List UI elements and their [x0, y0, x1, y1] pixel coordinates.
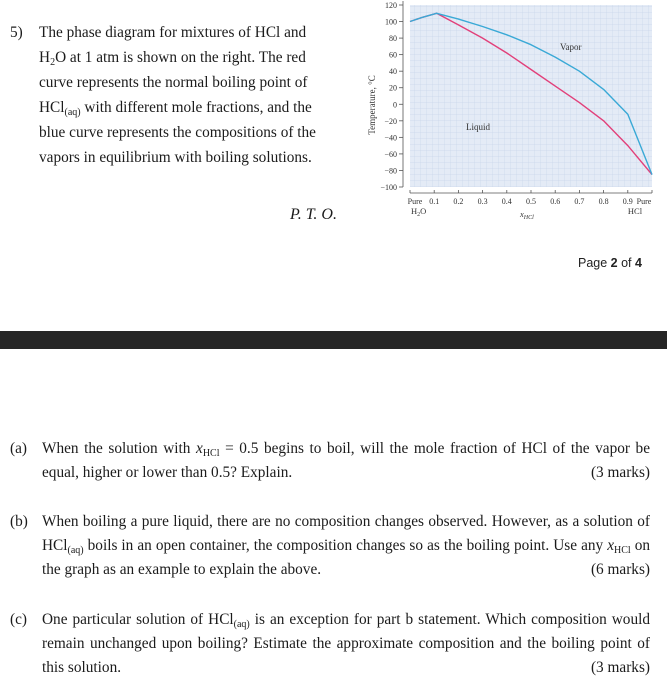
x-end-label-h2o: $H_2O$ [411, 206, 427, 218]
question-line-1: The phase diagram for mixtures of HCl and [39, 24, 307, 41]
current-page: 2 [610, 256, 618, 270]
region-label-vapor: Vapor [560, 42, 582, 52]
x-axis-label: $x_{HCl}$ [520, 209, 534, 221]
part-b-label: (b) [10, 513, 28, 530]
x-tick-label: 0.6 [550, 197, 561, 206]
question-text [39, 20, 359, 170]
part-b-marks: (6 marks) [590, 561, 650, 578]
y-tick-label: 40 [389, 67, 397, 77]
y-axis-label: Temperature, °C [367, 75, 377, 135]
part-c-text: One particular solution of HCl$_{(aq)}$ is an exception for part b statement. Which composition would remain unchanged upon boiling? Estimate the approximate composition and the boiling point of this solution. (3 marks) [42, 608, 650, 680]
question-line-3: curve represents the normal boiling point of [39, 74, 308, 91]
page-number: Page 2 of 4 [578, 256, 642, 270]
x-tick-label: 0.2 [453, 197, 464, 206]
x-axis [408, 190, 652, 206]
question-line-6: vapors in equilibrium with boiling solutions. [39, 149, 312, 166]
plot-area [410, 5, 652, 187]
part-c-marks: (3 marks) [590, 659, 650, 676]
x-tick-label: 0.7 [574, 197, 585, 206]
y-tick-label: −20 [384, 116, 397, 126]
region-label-liquid: Liquid [466, 122, 490, 132]
question-line-4: HCl$_{(aq)}$ with different mole fractions, and the [39, 99, 312, 118]
x-tick-label: 0.1 [429, 197, 440, 206]
pto-note: P. T. O. [290, 206, 337, 223]
page-separator [0, 331, 667, 349]
part-a-marks: (3 marks) [590, 464, 650, 481]
x-tick-label: 0.3 [477, 197, 488, 206]
y-tick-label: 60 [389, 50, 397, 60]
x-tick-label: 0.4 [501, 197, 512, 206]
part-b-text: When boiling a pure liquid, there are no composition changes observed. However, as a solution of HCl$_{(aq)}$ boils in an open container, the composition changes so as the boiling point. Use any $x_{HCl}$ on the graph as an example to explain the above. (6 marks) [42, 510, 650, 582]
y-tick-label: 80 [389, 34, 397, 44]
x-tick-label: 0.9 [622, 197, 633, 206]
y-tick-label: −100 [380, 183, 397, 192]
x-tick-label: Pure [407, 197, 423, 206]
part-a-text: When the solution with $x_{HCl} = 0.5$ begins to boil, will the mole fraction of HCl of the vapor be equal, higher or lower than 0.5? Explain. (3 marks) [42, 437, 650, 485]
phase-diagram-chart [360, 0, 660, 235]
question-line-5: blue curve represents the compositions of the [39, 124, 316, 141]
y-tick-label: 120 [385, 1, 397, 10]
question-number: 5) [10, 24, 23, 41]
part-a-label: (a) [10, 440, 27, 457]
y-tick-label: 100 [385, 17, 397, 27]
y-tick-label: 0 [393, 100, 397, 110]
question-line-2: $H_2O$ at 1 atm is shown on the right. The red [39, 49, 306, 68]
y-axis [380, 1, 403, 192]
x-tick-label: Pure [636, 197, 652, 206]
total-pages: 4 [635, 256, 642, 270]
x-tick-label: 0.8 [598, 197, 609, 206]
x-end-label-hcl: HCl [627, 206, 643, 216]
y-tick-label: −40 [384, 133, 397, 143]
part-c-label: (c) [10, 611, 27, 628]
y-tick-label: −80 [384, 166, 397, 176]
x-tick-label: 0.5 [526, 197, 536, 206]
y-tick-label: 20 [389, 83, 397, 93]
y-tick-label: −60 [384, 149, 397, 159]
